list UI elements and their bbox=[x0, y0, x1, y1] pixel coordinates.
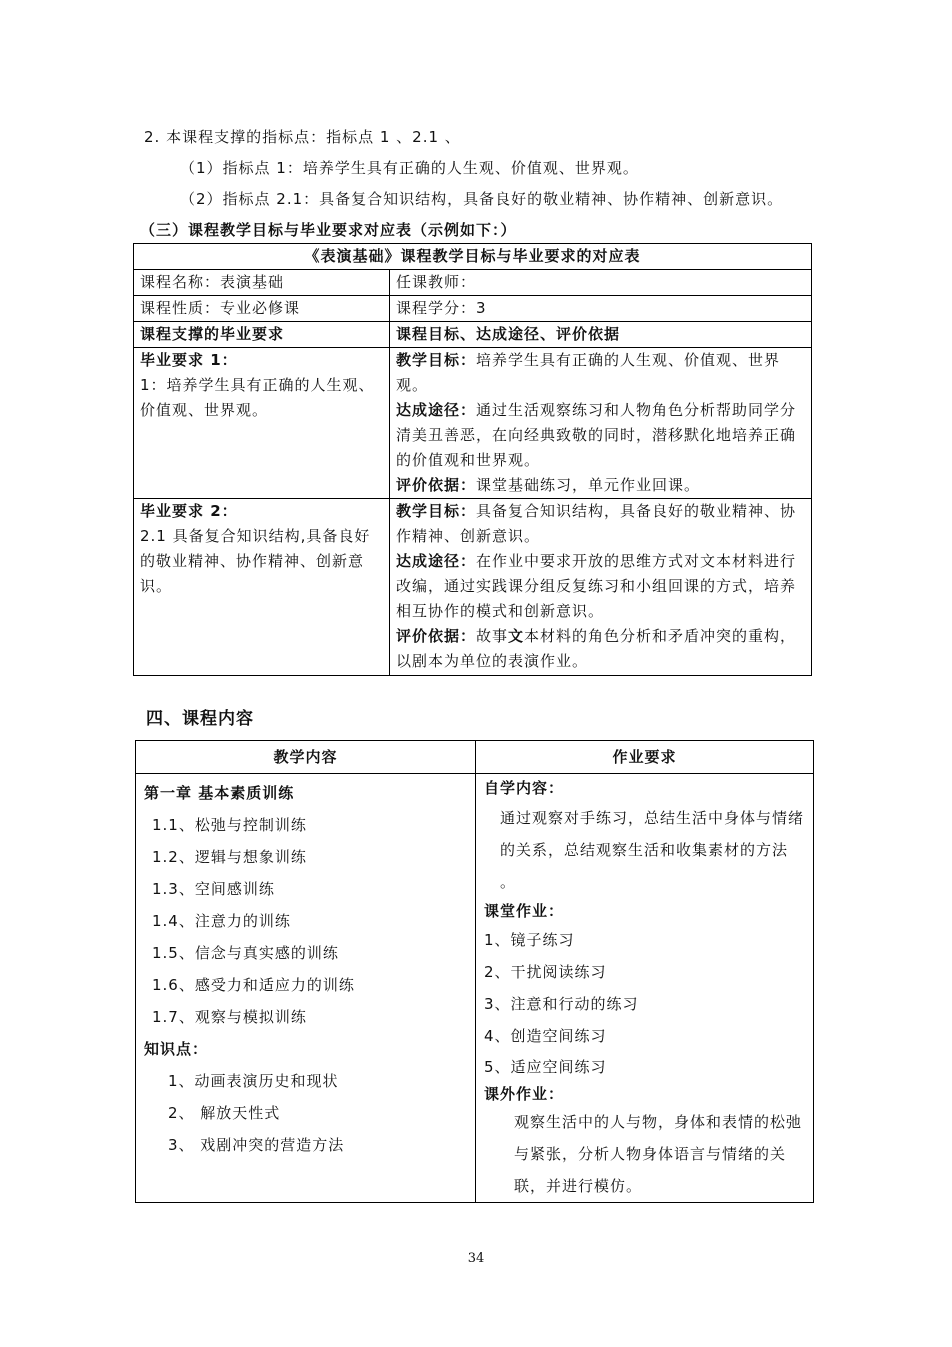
path-label: 达成途径： bbox=[396, 552, 477, 570]
eval-text-part-c: 本材料的角色分析和矛盾冲突的重构，以剧本为单位的表演作业。 bbox=[396, 627, 797, 670]
objectives-mapping-table bbox=[133, 243, 812, 676]
goal-text: 培养学生具有正确的人生观、价值观、世界观。 bbox=[396, 351, 781, 394]
requirement-2-title: 毕业要求 2： bbox=[140, 502, 238, 520]
requirement-1-cell bbox=[134, 348, 390, 499]
table-row bbox=[134, 348, 812, 499]
indicator-1-line: （1）指标点 1：培养学生具有正确的人生观、价值观、世界观。 bbox=[180, 159, 639, 177]
requirement-1-title: 毕业要求 1： bbox=[140, 351, 238, 369]
objective-1-cell bbox=[390, 348, 812, 499]
list-item: 2、 解放天性式 bbox=[168, 1104, 281, 1122]
chapter-title: 第一章 基本素质训练 bbox=[144, 784, 295, 802]
list-item: 1.5、信念与真实感的训练 bbox=[152, 944, 339, 962]
header-teaching-content: 教学内容 bbox=[136, 741, 476, 774]
list-item: 1.7、观察与模拟训练 bbox=[152, 1008, 307, 1026]
indicator-intro-line: 2. 本课程支撑的指标点：指标点 1 、2.1 、 bbox=[144, 128, 461, 146]
homework-label: 课外作业： bbox=[484, 1085, 565, 1103]
list-item: 3、 戏剧冲突的营造方法 bbox=[168, 1136, 345, 1154]
assignment-cell bbox=[476, 774, 814, 1203]
requirement-2-text: 2.1 具备复合知识结构,具备良好的敬业精神、协作精神、创新意识。 bbox=[140, 527, 371, 595]
goal-label: 教学目标： bbox=[396, 351, 477, 369]
objective-2-cell bbox=[390, 499, 812, 676]
class-work-label: 课堂作业： bbox=[484, 902, 565, 920]
col-header-objectives: 课程目标、达成途径、评价依据 bbox=[390, 322, 812, 348]
list-item: 2、干扰阅读练习 bbox=[484, 963, 607, 981]
requirement-2-cell bbox=[134, 499, 390, 676]
eval-label: 评价依据： bbox=[396, 627, 477, 645]
list-item: 1.4、注意力的训练 bbox=[152, 912, 291, 930]
table-row bbox=[134, 499, 812, 676]
goal-text: 具备复合知识结构，具备良好的敬业精神、协作精神、创新意识。 bbox=[396, 502, 797, 545]
list-item: 1.1、松弛与控制训练 bbox=[152, 816, 307, 834]
teaching-content-cell bbox=[136, 774, 476, 1203]
eval-text-part-b: 文 bbox=[508, 627, 525, 645]
section-4-title: 四、课程内容 bbox=[146, 709, 254, 729]
path-text: 在作业中要求开放的思维方式对文本材料进行改编，通过实践课分组反复练习和小组回课的方式，培养相互协作的模式和创新意识。 bbox=[396, 552, 797, 620]
list-item: 1.6、感受力和适应力的训练 bbox=[152, 976, 355, 994]
list-item: 5、适应空间练习 bbox=[484, 1058, 607, 1076]
eval-text: 课堂基础练习，单元作业回课。 bbox=[476, 476, 701, 494]
knowledge-label: 知识点： bbox=[144, 1040, 209, 1058]
header-assignment: 作业要求 bbox=[476, 741, 814, 774]
course-content-table bbox=[135, 740, 814, 1203]
teacher-cell: 任课教师： bbox=[390, 270, 812, 296]
path-label: 达成途径： bbox=[396, 401, 477, 419]
eval-text-part-a: 故事 bbox=[476, 627, 509, 645]
col-header-requirements: 课程支撑的毕业要求 bbox=[134, 322, 390, 348]
section-3-title: （三）课程教学目标与毕业要求对应表（示例如下：） bbox=[140, 221, 517, 239]
credits-cell: 课程学分：3 bbox=[390, 296, 812, 322]
list-item: 3、注意和行动的练习 bbox=[484, 995, 639, 1013]
table-title: 《表演基础》课程教学目标与毕业要求的对应表 bbox=[134, 244, 812, 270]
homework-text: 观察生活中的人与物，身体和表情的松弛与紧张，分析人物身体语言与情绪的关联，并进行模仿。 bbox=[514, 1113, 803, 1195]
list-item: 1.2、逻辑与想象训练 bbox=[152, 848, 307, 866]
list-item: 1.3、空间感训练 bbox=[152, 880, 275, 898]
requirement-1-text: 1：培养学生具有正确的人生观、价值观、世界观。 bbox=[140, 376, 375, 419]
list-item: 4、创造空间练习 bbox=[484, 1027, 607, 1045]
list-item: 1、动画表演历史和现状 bbox=[168, 1072, 339, 1090]
path-text: 通过生活观察练习和人物角色分析帮助同学分清美丑善恶，在向经典致敬的同时，潜移默化地培养正确的价值观和世界观。 bbox=[396, 401, 797, 469]
self-study-text: 通过观察对手练习，总结生活中身体与情绪的关系，总结观察生活和收集素材的方法 。 bbox=[500, 809, 805, 891]
course-name-cell: 课程名称：表演基础 bbox=[134, 270, 390, 296]
indicator-2-1-line: （2）指标点 2.1：具备复合知识结构，具备良好的敬业精神、协作精神、创新意识。 bbox=[180, 190, 784, 208]
course-nature-cell: 课程性质：专业必修课 bbox=[134, 296, 390, 322]
self-study-label: 自学内容： bbox=[484, 779, 565, 797]
goal-label: 教学目标： bbox=[396, 502, 477, 520]
page-number: 34 bbox=[467, 1251, 485, 1266]
eval-label: 评价依据： bbox=[396, 476, 477, 494]
list-item: 1、镜子练习 bbox=[484, 931, 575, 949]
